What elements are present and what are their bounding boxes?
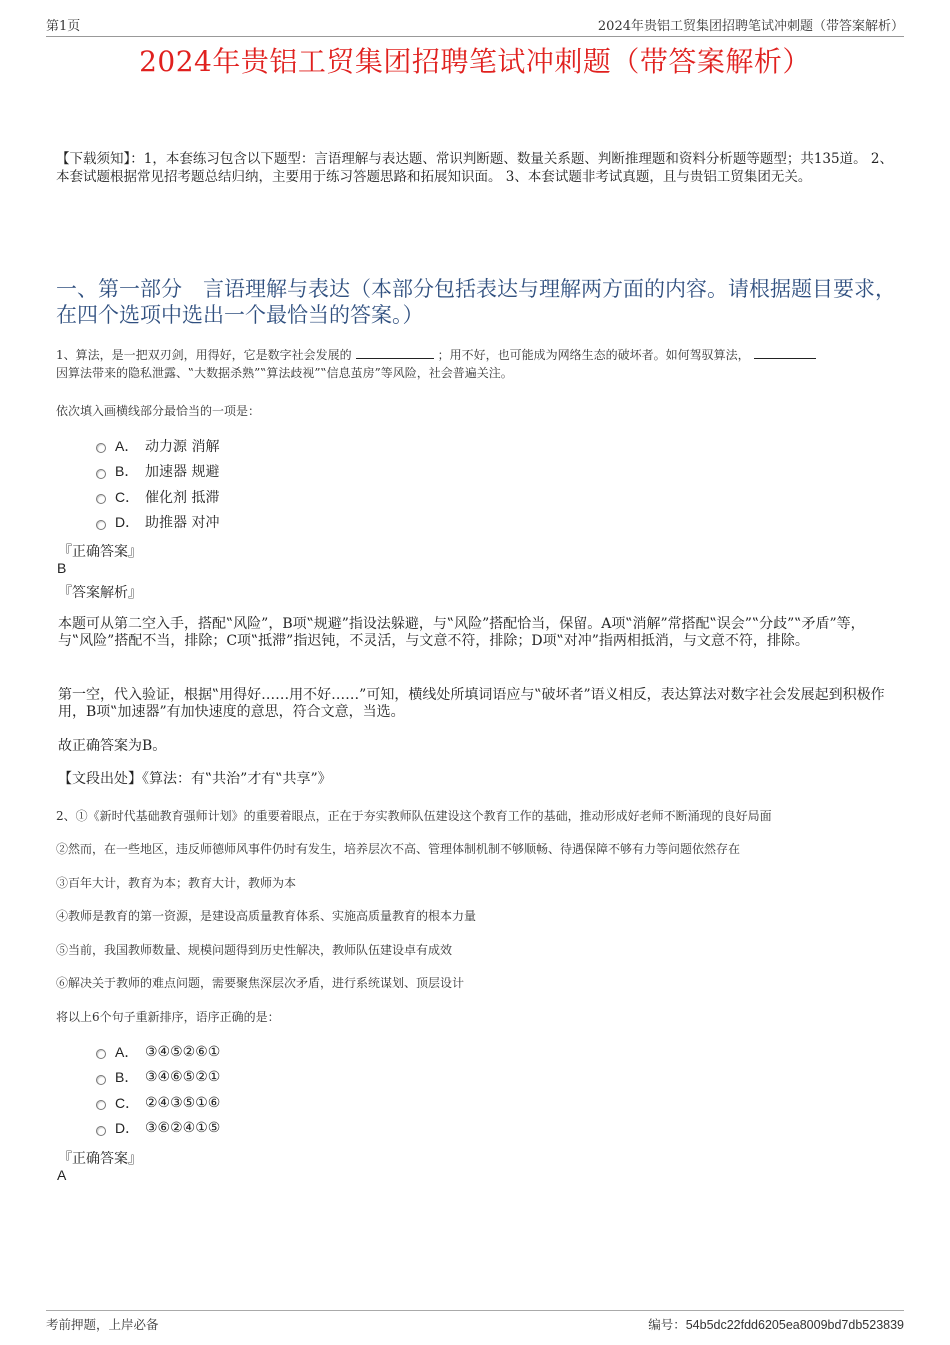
radio-icon[interactable] — [96, 469, 106, 479]
question-2-option-d[interactable] — [96, 1116, 220, 1142]
question-2-sentence-1: 2、①《新时代基础教育强师计划》的重要着眼点，正在于夯实教师队伍建设这个教育工作的基础，推动形成好老师不断涌现的良好局面 — [56, 809, 772, 823]
question-1-option-c[interactable] — [96, 484, 219, 510]
option-letter: A． — [115, 1043, 139, 1060]
question-1-option-a[interactable] — [96, 433, 219, 459]
question-2-options — [96, 1039, 220, 1141]
option-letter: B． — [115, 1069, 139, 1086]
option-letter: C． — [115, 1094, 140, 1111]
document-title: 2024年贵铝工贸集团招聘笔试冲刺题（带答案解析） — [139, 45, 811, 78]
option-text: ③④⑥⑤②① — [145, 1069, 221, 1086]
radio-icon[interactable] — [96, 1075, 106, 1085]
question-2-sentence-2: ②然而，在一些地区，违反师德师风事件仍时有发生，培养层次不高、管理体制机制不够顺畅、待遇保障不够有力等问题依然存在 — [56, 842, 741, 856]
fill-blank-2 — [754, 347, 816, 359]
question-2-sentence-4: ④教师是教育的第一资源，是建设高质量教育体系、实施高质量教育的根本力量 — [56, 909, 477, 923]
question-2-prompt: 将以上6个句子重新排序，语序正确的是： — [56, 1010, 280, 1024]
footer-code: 54b5dc22fdd6205ea8009bd7db523839 — [685, 1318, 904, 1332]
footer-code-label: 编号： — [648, 1317, 686, 1332]
page-footer — [46, 1310, 904, 1335]
question-1-answer-label: 『正确答案』 — [58, 544, 142, 560]
option-letter: C． — [115, 488, 140, 505]
question-1-analysis-paragraph-1: 本题可从第二空入手，搭配‟风险”，B项‟规避”指设法躲避，与‟风险”搭配恰当，保留。A项‟消解”常搭配‟误会”‟分歧”‟矛盾”等，与‟风险”搭配不当，排除；C项‟抵滞”指迟钝，不灵活，与文意不符，排除；D项‟对冲”指两相抵消，与文意不符，排除。 — [58, 616, 865, 649]
question-2-sentence-5: ⑤当前，我国教师数量、规模问题得到历史性解决，教师队伍建设卓有成效 — [56, 943, 453, 957]
question-1-answer: B — [57, 560, 67, 576]
question-2-answer-label: 『正确答案』 — [58, 1151, 142, 1167]
option-text: 动力源 消解 — [145, 438, 220, 455]
option-text: 加速器 规避 — [145, 464, 220, 481]
question-1-conclusion: 故正确答案为B。 — [58, 738, 167, 754]
fill-blank-1 — [356, 347, 434, 359]
question-1-prompt: 依次填入画横线部分最恰当的一项是： — [56, 404, 261, 418]
running-title: 2024年贵铝工贸集团招聘笔试冲刺题（带答案解析） — [597, 19, 904, 34]
option-letter: A． — [115, 437, 139, 454]
question-1-stem — [56, 346, 890, 382]
option-letter: D． — [115, 1120, 140, 1137]
option-text: 助推器 对冲 — [145, 515, 220, 532]
option-letter: D． — [115, 514, 140, 531]
option-text: ③⑥②④①⑤ — [145, 1120, 221, 1137]
question-1-analysis-paragraph-2: 第一空，代入验证，根据‟用得好……用不好……”可知，横线处所填词语应与‟破坏者”语义相反，表达算法对数字社会发展起到积极作用，B项‟加速器”有加快速度的意思，符合文意，当选。 — [58, 687, 885, 720]
running-header — [46, 14, 904, 37]
question-1-source: 【文段出处】《算法：有‟共治”才有‟共享”》 — [58, 771, 332, 787]
footer-code-block — [648, 1315, 904, 1333]
section-heading: 一、第一部分 言语理解与表达（本部分包括表达与理解两方面的内容。请根据题目要求，在四个选项中选出一个最恰当的答案。） — [56, 277, 896, 327]
radio-icon[interactable] — [96, 520, 106, 530]
radio-icon[interactable] — [96, 494, 106, 504]
question-1-analysis-label: 『答案解析』 — [58, 585, 142, 601]
option-text: 催化剂 抵滞 — [145, 489, 220, 506]
question-1-options — [96, 433, 219, 535]
question-2-answer: A — [57, 1167, 67, 1183]
question-2-sentence-3: ③百年大计，教育为本；教育大计，教师为本 — [56, 876, 297, 890]
question-1-option-b[interactable] — [96, 459, 219, 485]
question-1-text-b: ；用不好，也可能成为网络生态的破坏者。如何驾驭算法， — [437, 348, 750, 362]
download-notice: 【下载须知】：1，本套练习包含以下题型：言语理解与表达题、常识判断题、数量关系题、判断推理题和资料分析题等题型；共135道。 2、本套试题根据常见招考题总结归纳，主要用于练习答题思路和拓展知识面。 3、本套试题非考试真题，且与贵铝工贸集团无关。 — [56, 151, 893, 185]
radio-icon[interactable] — [96, 1126, 106, 1136]
question-2-option-b[interactable] — [96, 1065, 220, 1091]
question-1-text-c: 因算法带来的隐私泄露、‟大数据杀熟”‟算法歧视”‟信息茧房”等风险，社会普遍关注。 — [56, 366, 513, 380]
option-letter: B． — [115, 463, 139, 480]
question-2-sentence-6: ⑥解决关于教师的难点问题，需要聚焦深层次矛盾，进行系统谋划、顶层设计 — [56, 976, 465, 990]
question-1-text-a: 1、算法，是一把双刃剑，用得好，它是数字社会发展的 — [56, 348, 352, 362]
page-number: 第1页 — [46, 19, 81, 34]
question-2-option-c[interactable] — [96, 1090, 220, 1116]
question-2-option-a[interactable] — [96, 1039, 220, 1065]
footer-slogan: 考前押题，上岸必备 — [46, 1317, 159, 1332]
question-1-option-d[interactable] — [96, 510, 219, 536]
option-text: ③④⑤②⑥① — [145, 1043, 221, 1060]
option-text: ②④③⑤①⑥ — [145, 1094, 221, 1111]
radio-icon[interactable] — [96, 443, 106, 453]
radio-icon[interactable] — [96, 1100, 106, 1110]
radio-icon[interactable] — [96, 1049, 106, 1059]
